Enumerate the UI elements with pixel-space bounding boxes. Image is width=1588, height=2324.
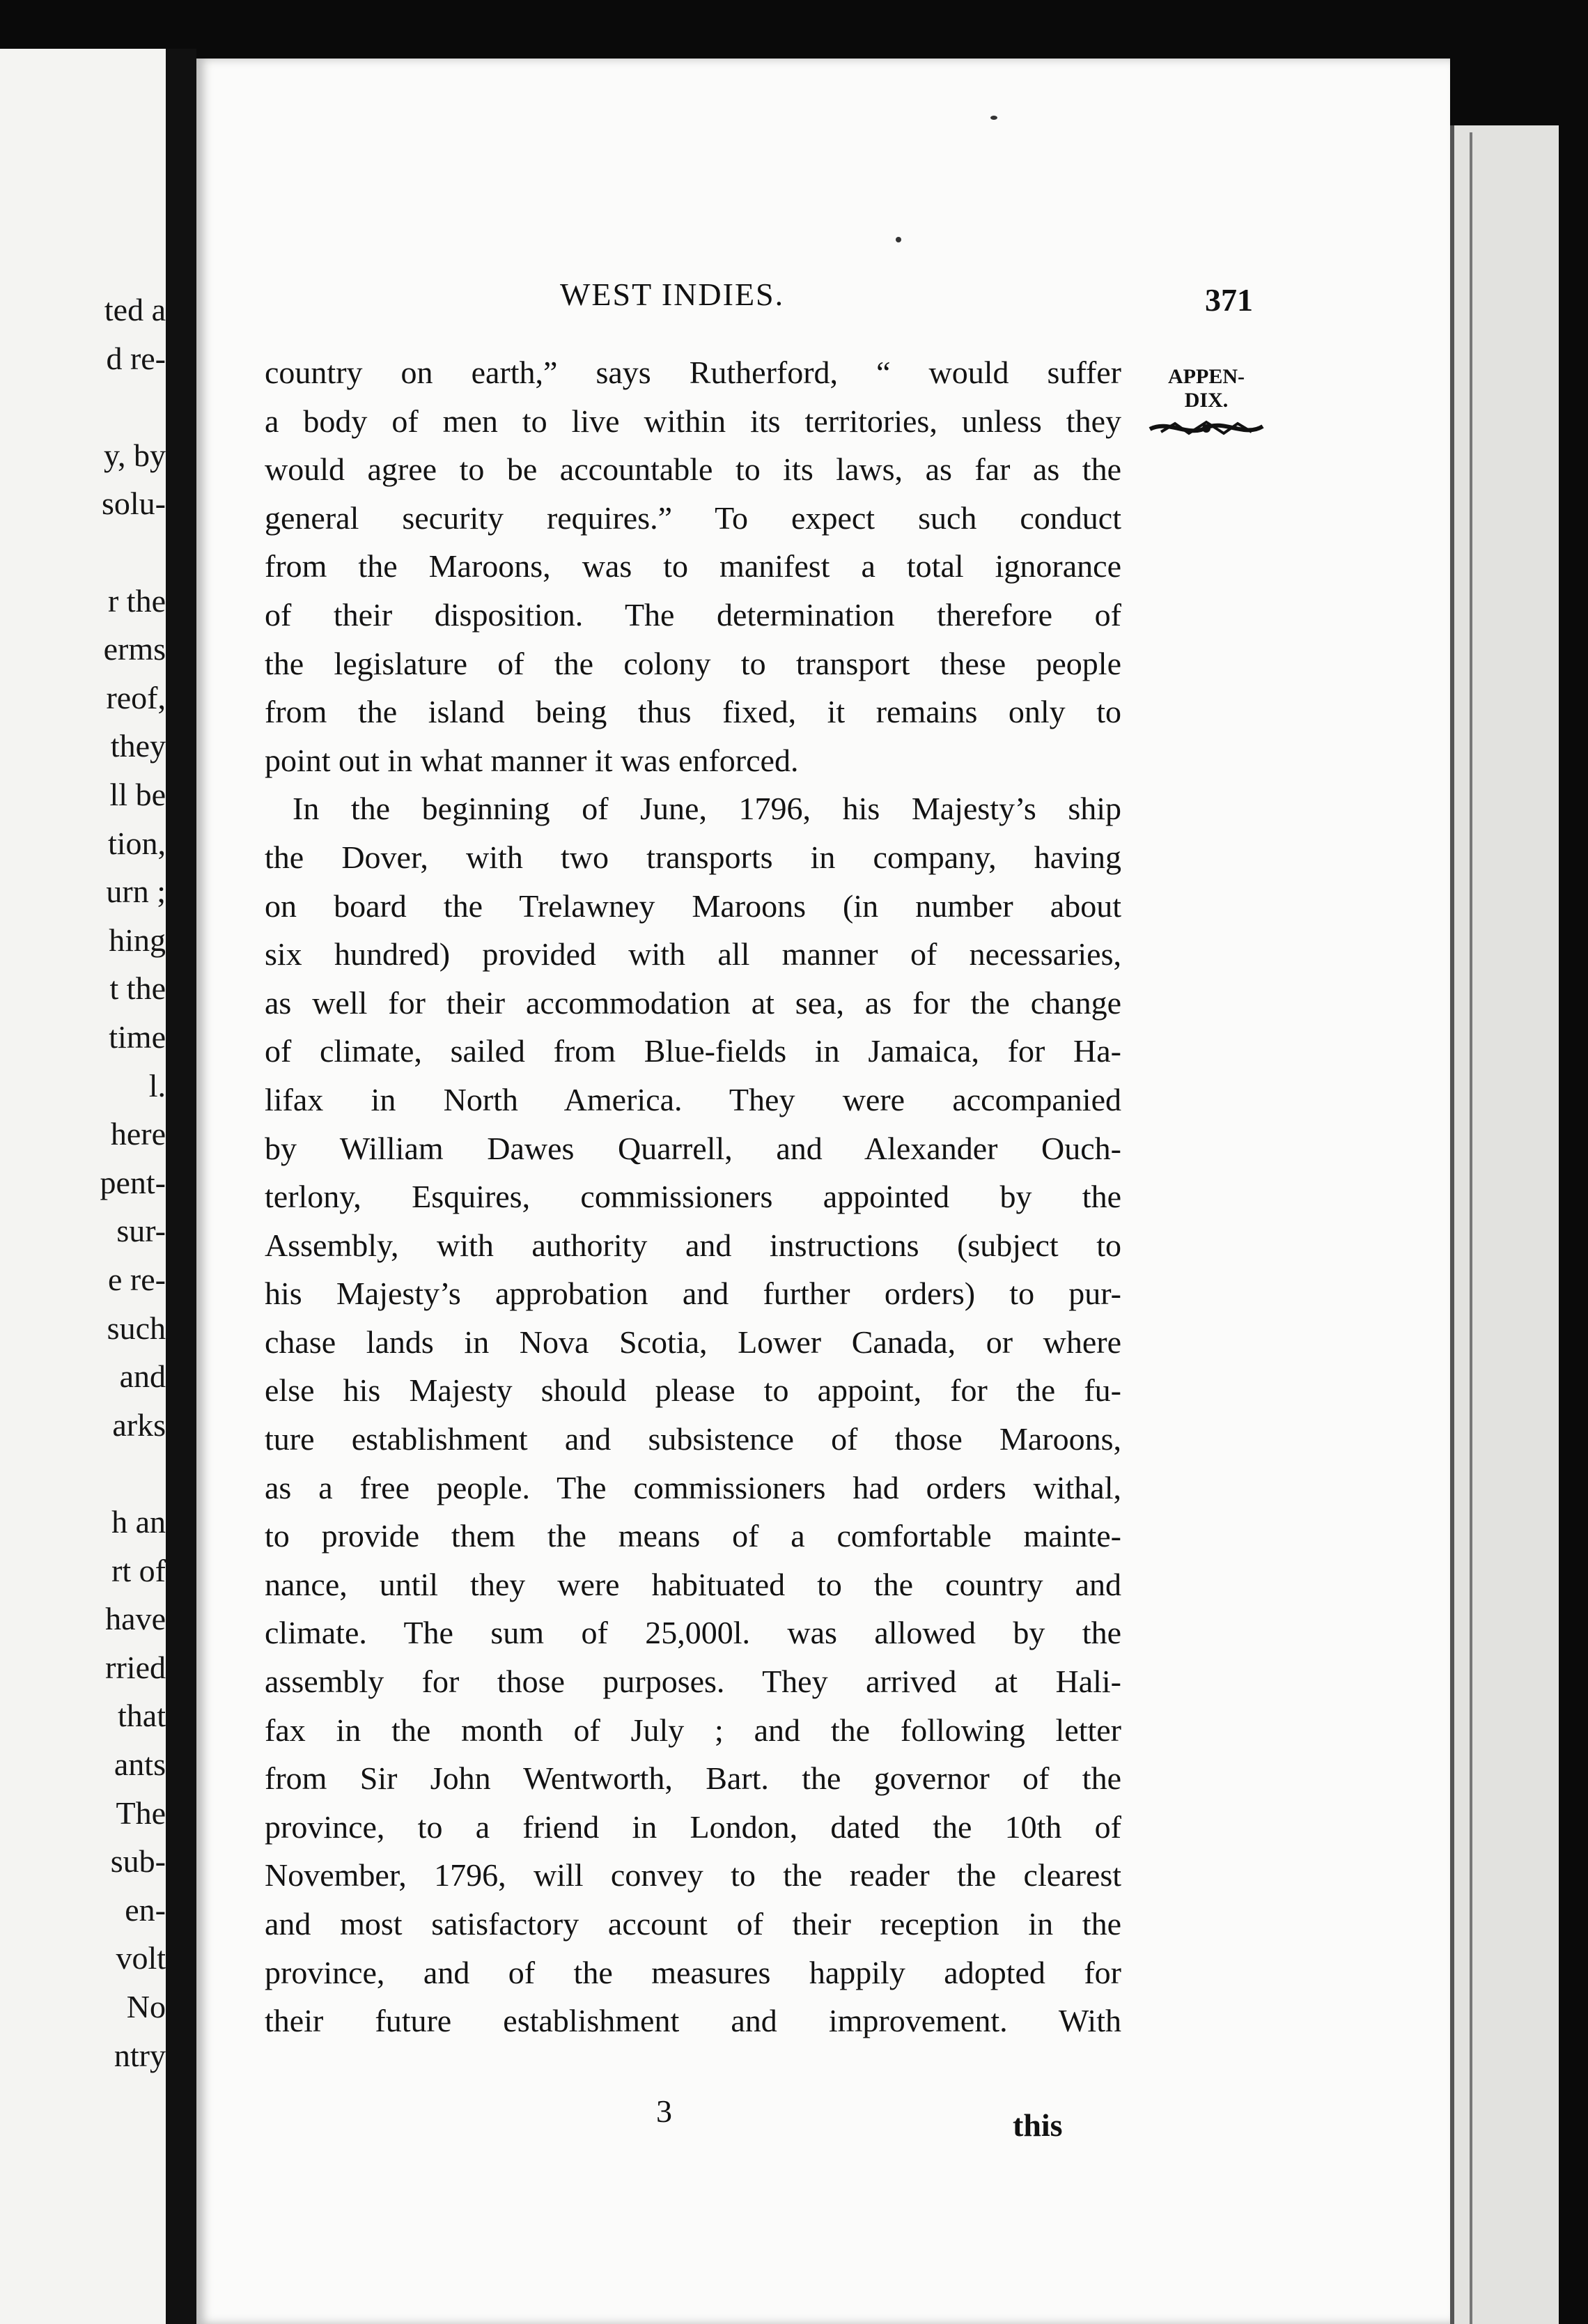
- previous-page-fragment: urn ;: [106, 874, 166, 910]
- text-line: by William Dawes Quarrell, and Alexander Ouch-: [265, 1130, 1121, 1166]
- previous-page-fragment: ll be: [109, 777, 166, 812]
- previous-page-fragment: h an: [111, 1504, 166, 1540]
- previous-page-fragment: arks: [112, 1407, 166, 1443]
- page-number: 371: [1205, 282, 1253, 318]
- margin-note-line: DIX.: [1184, 389, 1229, 412]
- previous-page-edge: [0, 49, 166, 2324]
- previous-page-fragment: ants: [114, 1746, 166, 1782]
- text-line: of their disposition. The determination therefore of: [265, 596, 1121, 633]
- text-line: country on earth,” says Rutherford, “ would suffer: [265, 355, 1121, 390]
- text-line: to provide them the means of a comfortable mainte-: [265, 1518, 1121, 1554]
- text-line: fax in the month of July ; and the following letter: [265, 1712, 1121, 1748]
- previous-page-fragment: time: [109, 1019, 166, 1055]
- text-line: November, 1796, will convey to the reader the clearest: [265, 1857, 1121, 1893]
- text-line: nance, until they were habituated to the country and: [265, 1566, 1121, 1602]
- text-line: as well for their accommodation at sea, as for the change: [265, 984, 1121, 1021]
- previous-page-fragment: such: [107, 1310, 166, 1346]
- previous-page-fragment: No: [126, 1989, 166, 2024]
- margin-note: [1123, 365, 1290, 440]
- text-line: province, to a friend in London, dated the 10th of: [265, 1808, 1121, 1845]
- book-gutter: [166, 49, 196, 2324]
- previous-page-fragment: tion,: [107, 825, 166, 861]
- ornament-icon: [1147, 417, 1266, 440]
- text-line: climate. The sum of 25,000l. was allowed by the: [265, 1615, 1121, 1651]
- text-line: his Majesty’s approbation and further orders) to pur-: [265, 1276, 1121, 1312]
- text-line: from Sir John Wentworth, Bart. the governor of the: [265, 1760, 1121, 1797]
- margin-note-line: APPEN-: [1168, 365, 1245, 388]
- previous-page-fragment: l.: [148, 1067, 166, 1103]
- previous-page-fragment: that: [118, 1698, 166, 1734]
- page-edge-stack: [1450, 125, 1559, 2324]
- text-line: point out in what manner it was enforced.: [265, 742, 799, 778]
- text-line: else his Majesty should please to appoint, for the fu-: [265, 1372, 1121, 1409]
- text-line: from the island being thus fixed, it remains only to: [265, 694, 1121, 730]
- text-line: as a free people. The commissioners had orders withal,: [265, 1469, 1121, 1505]
- running-head: WEST INDIES.: [560, 277, 785, 312]
- previous-page-fragment: erms: [103, 631, 166, 667]
- previous-page-fragment: sur-: [116, 1213, 166, 1249]
- text-line: lifax in North America. They were accompanied: [265, 1081, 1121, 1117]
- previous-page-fragment: e re-: [108, 1262, 166, 1297]
- previous-page-fragment: rried: [105, 1649, 166, 1685]
- text-line: general security requires.” To expect such conduct: [265, 499, 1121, 536]
- previous-page-fragment: reof,: [106, 679, 166, 715]
- ink-speck: [990, 116, 997, 120]
- text-line: the Dover, with two transports in company, having: [265, 839, 1121, 875]
- previous-page-fragment: rt of: [111, 1552, 166, 1588]
- catchword: this: [1013, 2107, 1063, 2143]
- text-line: the legislature of the colony to transport these people: [265, 645, 1121, 681]
- previous-page-fragment: hing: [109, 922, 166, 958]
- previous-page-fragment: r the: [107, 582, 166, 619]
- text-line: terlony, Esquires, commissioners appointed by the: [265, 1179, 1121, 1215]
- text-line: assembly for those purposes. They arrived at Hali-: [265, 1664, 1121, 1700]
- text-line: In the beginning of June, 1796, his Majesty’s ship: [293, 791, 1121, 827]
- text-line: chase lands in Nova Scotia, Lower Canada, or where: [265, 1324, 1121, 1360]
- previous-page-fragment: The: [116, 1795, 166, 1831]
- text-line: from the Maroons, was to manifest a total ignorance: [265, 548, 1121, 584]
- previous-page-fragment: ted a: [104, 292, 166, 327]
- previous-page-fragment: ntry: [114, 2037, 166, 2073]
- text-line: and most satisfactory account of their reception in the: [265, 1906, 1121, 1942]
- previous-page-fragment: they: [110, 728, 166, 764]
- previous-page-fragment: d re-: [106, 340, 166, 376]
- previous-page-fragment: and: [119, 1358, 166, 1395]
- text-line: ture establishment and subsistence of those Maroons,: [265, 1421, 1121, 1457]
- text-line: six hundred) provided with all manner of necessaries,: [265, 936, 1121, 973]
- text-line: their future establishment and improvement. With: [265, 2003, 1121, 2039]
- body-text: [265, 348, 1121, 2045]
- text-line: a body of men to live within its territories, unless they: [265, 403, 1121, 439]
- text-line: of climate, sailed from Blue-fields in Jamaica, for Ha-: [265, 1033, 1121, 1069]
- previous-page-fragment: solu-: [102, 486, 166, 522]
- page-edge-line: [1470, 132, 1486, 2324]
- previous-page-fragment: volt: [116, 1940, 166, 1976]
- text-line: would agree to be accountable to its laws, as far as the: [265, 451, 1121, 488]
- ink-speck: [896, 237, 901, 242]
- book-page: [196, 59, 1450, 2324]
- text-line: on board the Trelawney Maroons (in number about: [265, 888, 1121, 924]
- previous-page-fragment: en-: [125, 1891, 166, 1928]
- text-line: province, and of the measures happily adopted for: [265, 1954, 1121, 1990]
- text-line: Assembly, with authority and instructions (subject to: [265, 1227, 1121, 1263]
- previous-page-fragment: sub-: [110, 1843, 166, 1880]
- previous-page-fragment: have: [105, 1601, 166, 1637]
- previous-page-fragment: t the: [109, 970, 166, 1007]
- previous-page-fragment: y, by: [103, 437, 166, 473]
- signature-mark: 3: [656, 2093, 672, 2129]
- previous-page-fragment: here: [110, 1116, 166, 1152]
- page-header: [196, 276, 1450, 325]
- previous-page-fragment: pent-: [100, 1164, 166, 1200]
